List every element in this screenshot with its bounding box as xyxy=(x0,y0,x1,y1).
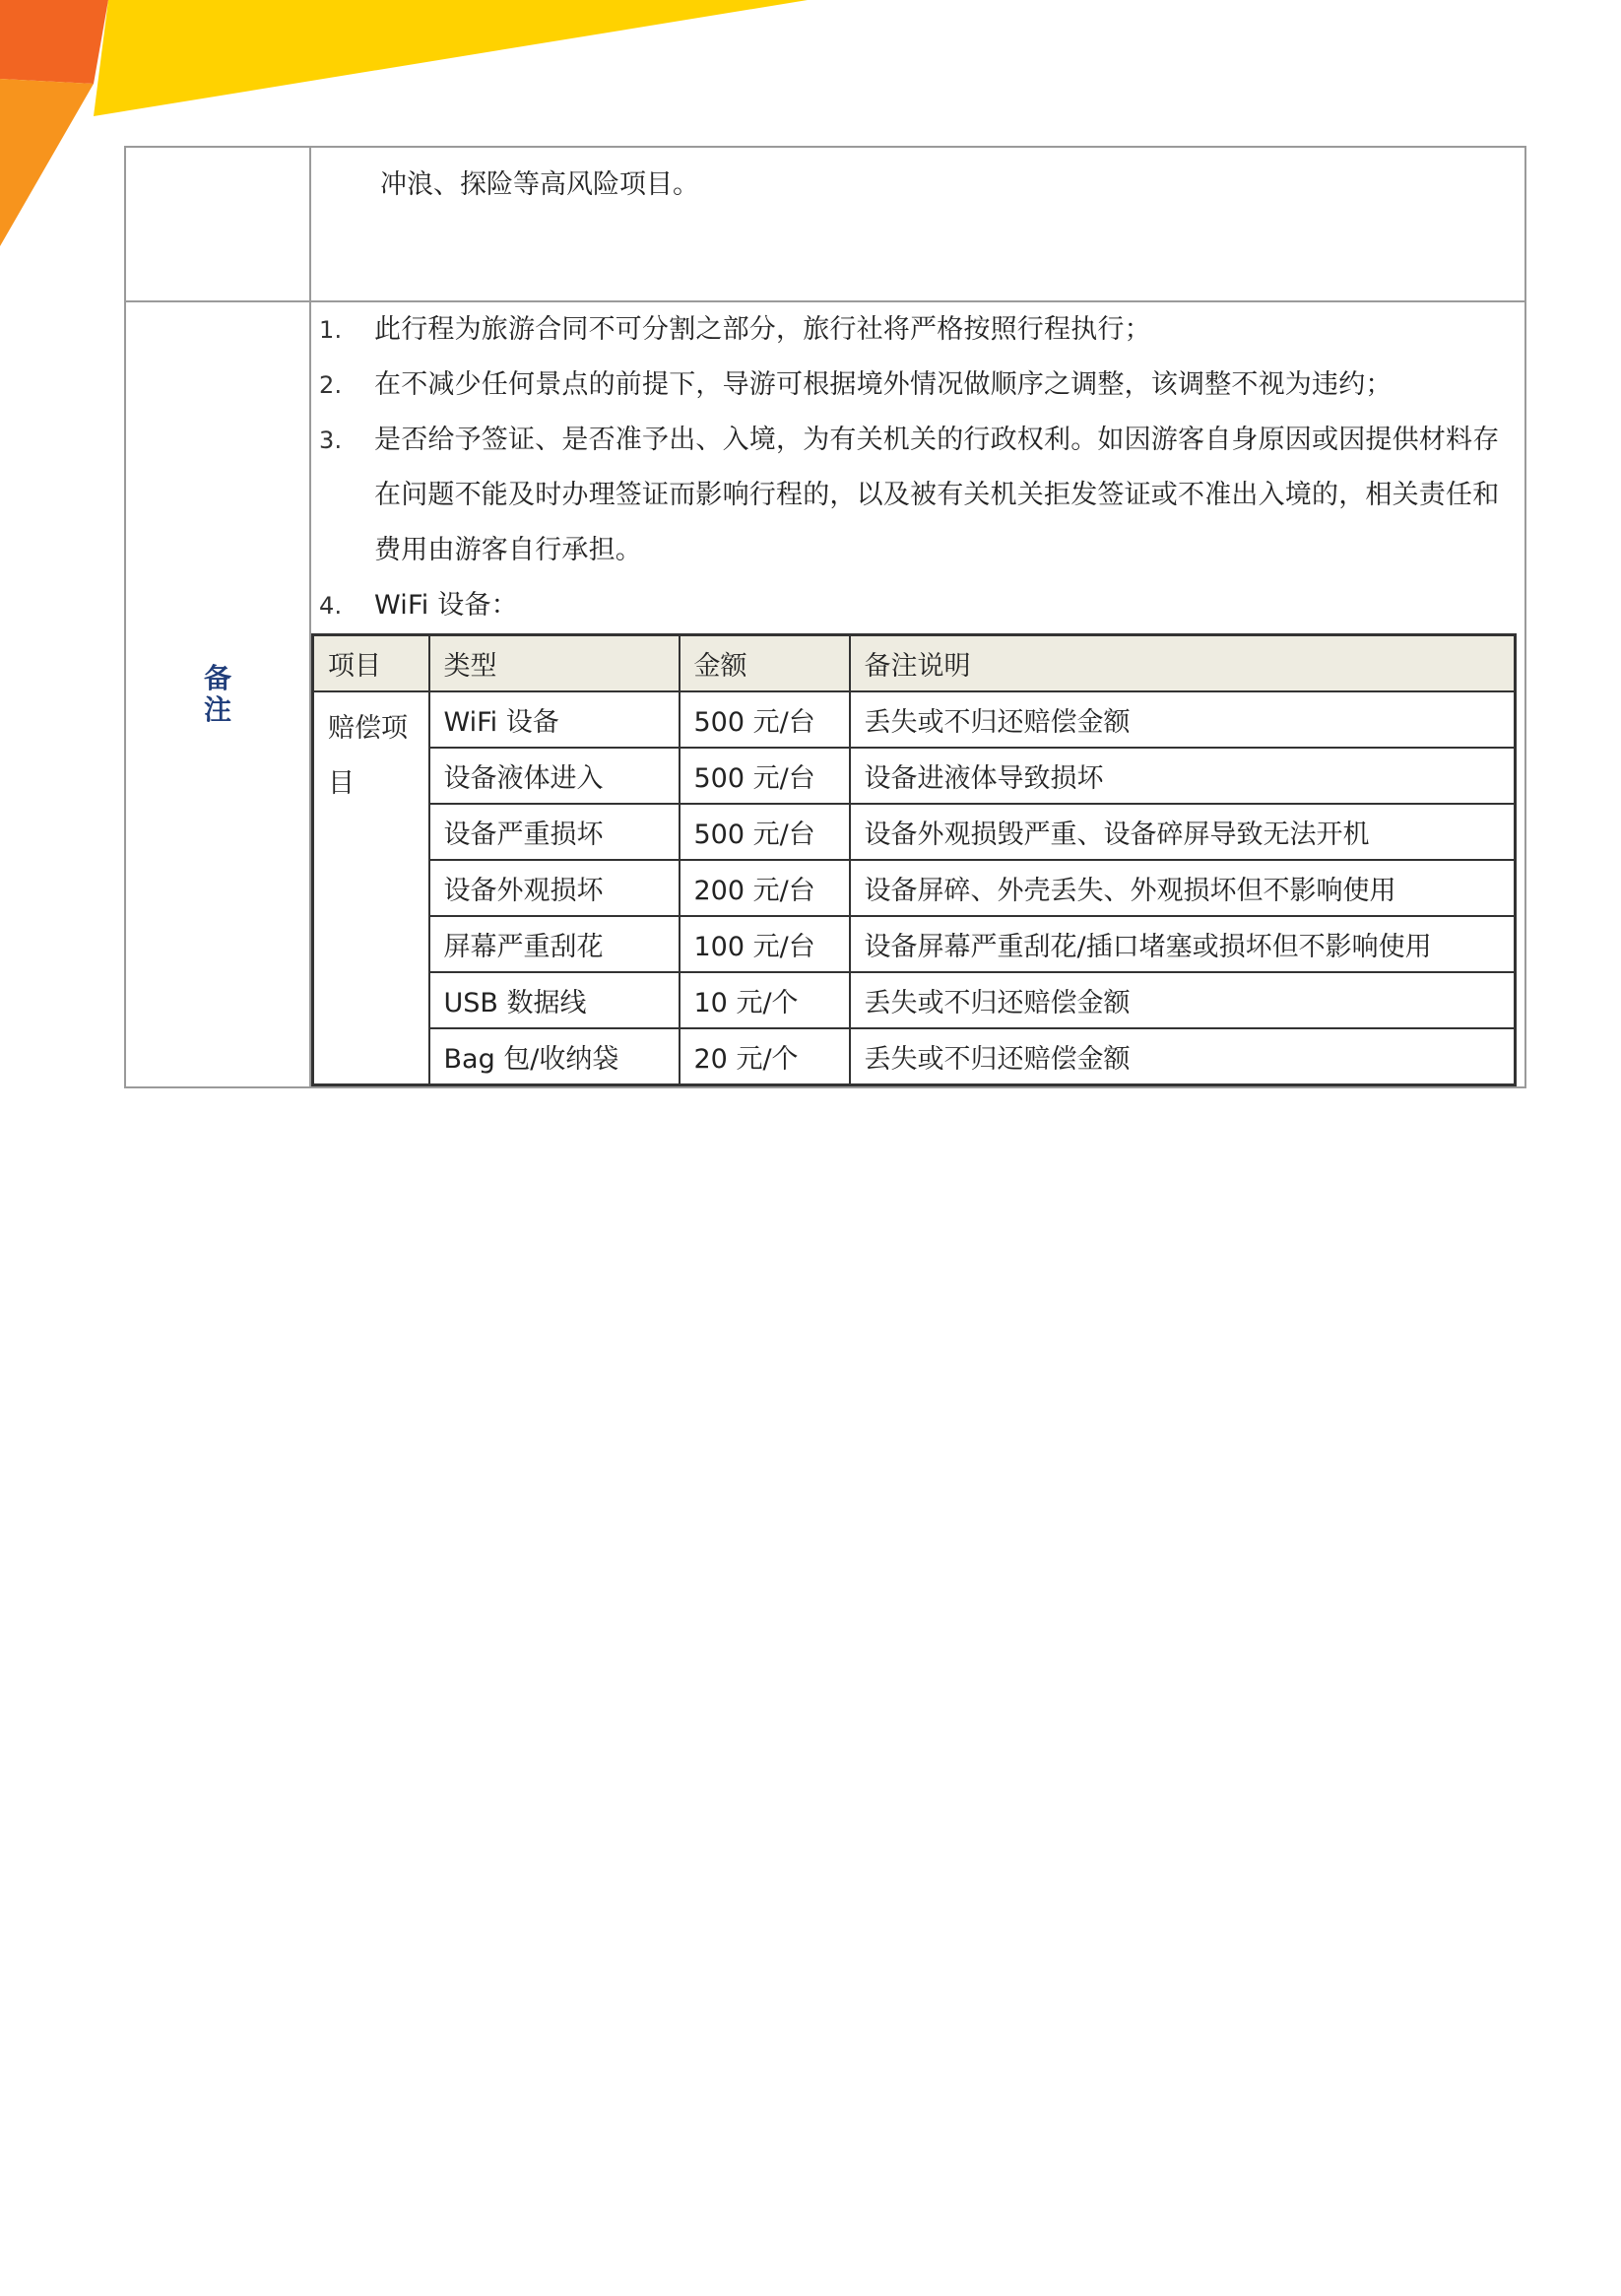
wifi-type-cell: 设备严重损坏 xyxy=(429,804,680,860)
wifi-compensation-table xyxy=(311,633,1517,1086)
wifi-amount-cell: 100 元/台 xyxy=(680,916,850,972)
remark-text: 此行程为旅游合同不可分割之部分，旅行社将严格按照行程执行； xyxy=(374,314,1151,345)
remark-number: 1. xyxy=(319,316,343,344)
wifi-table-header xyxy=(313,635,1516,692)
wifi-row xyxy=(313,1028,1516,1085)
continued-row xyxy=(125,147,1525,301)
wifi-header-cell: 类型 xyxy=(429,635,680,692)
wifi-group-label: 赔偿项目 xyxy=(313,691,429,1085)
continued-text: 冲浪、探险等高风险项目。 xyxy=(380,169,699,200)
remark-item xyxy=(311,358,1524,413)
wifi-note-cell: 设备进液体导致损坏 xyxy=(850,748,1516,804)
decoration-orange-shape xyxy=(0,79,94,246)
wifi-type-cell: Bag 包/收纳袋 xyxy=(429,1028,680,1085)
wifi-note-cell: 设备屏幕严重刮花/插口堵塞或损坏但不影响使用 xyxy=(850,916,1516,972)
remarks-content xyxy=(310,301,1525,1087)
wifi-row xyxy=(313,691,1516,748)
decoration-red-shape xyxy=(0,0,108,84)
wifi-row xyxy=(313,804,1516,860)
wifi-note-cell: 丢失或不归还赔偿金额 xyxy=(850,691,1516,748)
remark-item xyxy=(311,302,1524,358)
wifi-note-cell: 丢失或不归还赔偿金额 xyxy=(850,972,1516,1028)
wifi-type-cell: USB 数据线 xyxy=(429,972,680,1028)
wifi-type-cell: 设备外观损坏 xyxy=(429,860,680,916)
wifi-amount-cell: 500 元/台 xyxy=(680,691,850,748)
wifi-header-cell: 金额 xyxy=(680,635,850,692)
wifi-amount-cell: 500 元/台 xyxy=(680,748,850,804)
wifi-note-cell: 丢失或不归还赔偿金额 xyxy=(850,1028,1516,1085)
itinerary-table xyxy=(124,146,1526,1088)
remark-item xyxy=(311,578,1524,633)
wifi-header-cell: 备注说明 xyxy=(850,635,1516,692)
remarks-label xyxy=(125,301,310,1087)
decoration-yellow-shape xyxy=(94,0,808,116)
wifi-row xyxy=(313,860,1516,916)
continued-content-cell xyxy=(310,147,1525,301)
wifi-type-cell: 设备液体进入 xyxy=(429,748,680,804)
wifi-note-cell: 设备外观损毁严重、设备碎屏导致无法开机 xyxy=(850,804,1516,860)
wifi-amount-cell: 10 元/个 xyxy=(680,972,850,1028)
remark-text: WiFi 设备： xyxy=(374,590,518,621)
remarks-row xyxy=(125,301,1525,1087)
wifi-header-cell: 项目 xyxy=(313,635,429,692)
wifi-type-cell: 屏幕严重刮花 xyxy=(429,916,680,972)
wifi-type-cell: WiFi 设备 xyxy=(429,691,680,748)
empty-label-cell xyxy=(125,147,310,301)
wifi-row xyxy=(313,916,1516,972)
wifi-amount-cell: 200 元/台 xyxy=(680,860,850,916)
remark-text: 在不减少任何景点的前提下，导游可根据境外情况做顺序之调整，该调整不视为违约； xyxy=(374,369,1393,400)
wifi-row xyxy=(313,748,1516,804)
wifi-row xyxy=(313,972,1516,1028)
remark-number: 4. xyxy=(319,592,343,620)
wifi-amount-cell: 20 元/个 xyxy=(680,1028,850,1085)
wifi-amount-cell: 500 元/台 xyxy=(680,804,850,860)
remark-item xyxy=(311,413,1524,578)
remark-number: 3. xyxy=(319,426,343,454)
remark-text: 是否给予签证、是否准予出、入境，为有关机关的行政权利。如因游客自身原因或因提供材料存在问题不能及时办理签证而影响行程的，以及被有关机关拒发签证或不准出入境的，相关责任和费用由游客自行承担。 xyxy=(374,425,1500,565)
wifi-note-cell: 设备屏碎、外壳丢失、外观损坏但不影响使用 xyxy=(850,860,1516,916)
remark-number: 2. xyxy=(319,371,343,399)
remarks-label-text: 备注 xyxy=(204,662,232,726)
